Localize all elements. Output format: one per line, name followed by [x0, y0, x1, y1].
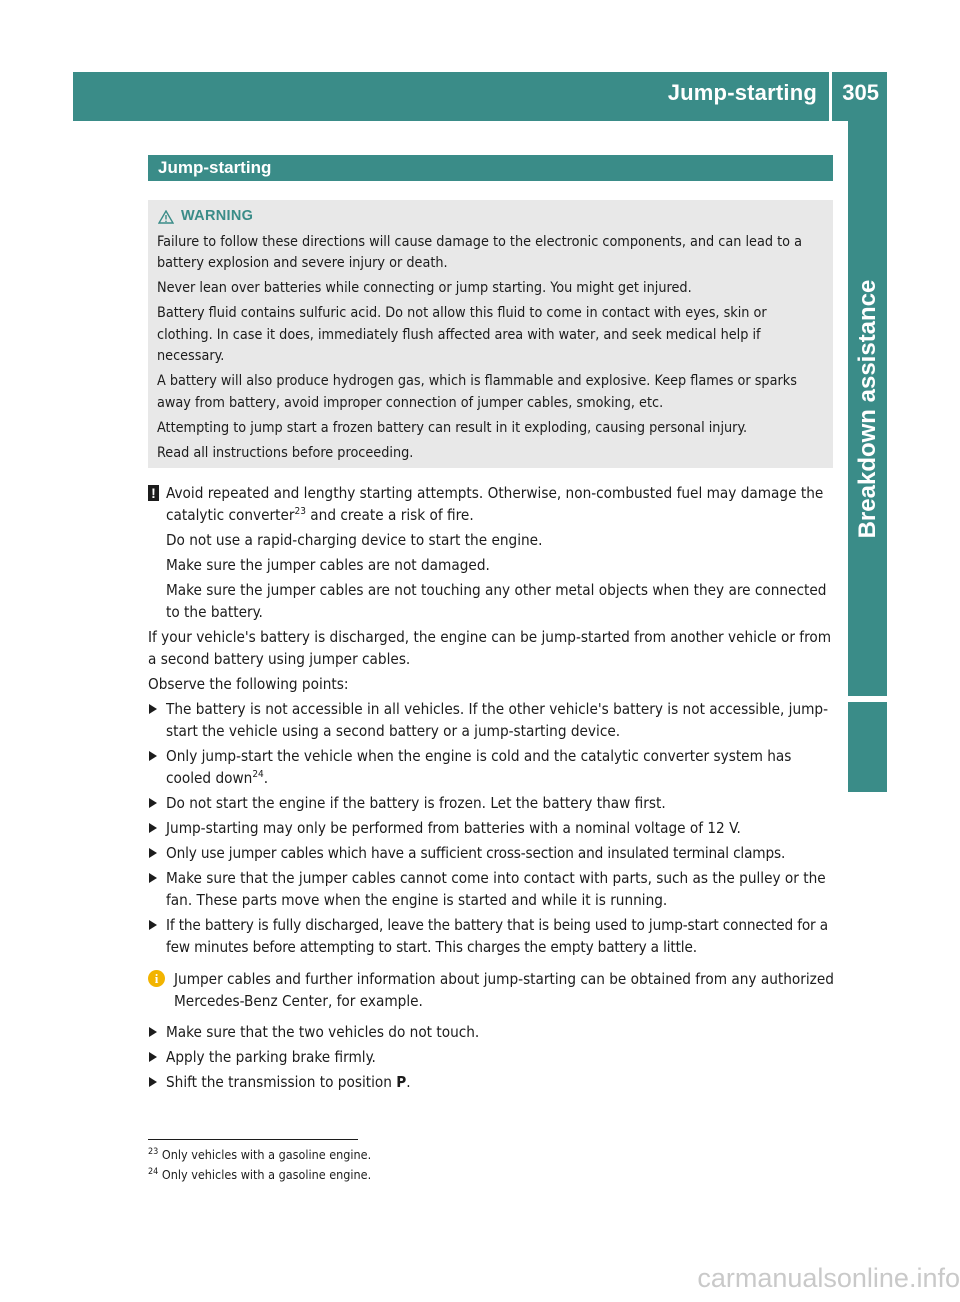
point-item	[148, 867, 836, 911]
warning-triangle-icon	[158, 210, 174, 224]
step-text: Make sure that the two vehicles do not touch.	[166, 1023, 480, 1041]
point-text-end: .	[263, 769, 269, 787]
position-letter: P	[396, 1073, 407, 1091]
point-text: Do not start the engine if the battery is frozen. Let the battery thaw first.	[166, 794, 666, 812]
arrow-bullet-icon	[149, 1077, 157, 1087]
header-title: Jump-starting	[667, 80, 817, 105]
footnote-text: Only vehicles with a gasoline engine.	[158, 1167, 372, 1182]
arrow-bullet-icon	[149, 704, 157, 714]
header-separator	[829, 72, 832, 121]
point-text: If the battery is fully discharged, leave the battery that is being used to jump-start connected for a few minutes before attempting to start. This charges the empty battery a little.	[166, 916, 828, 956]
warning-paragraph: Failure to follow these directions will cause damage to the electronic components, and can lead to a battery explosion and severe injury or death.	[157, 233, 802, 271]
step-text: Shift the transmission to position	[166, 1073, 397, 1091]
footnote-number: 23	[148, 1146, 159, 1157]
arrow-bullet-icon	[149, 1027, 157, 1037]
info-icon: i	[148, 970, 165, 987]
point-text: Jump-starting may only be performed from batteries with a nominal voltage of 12 V.	[166, 819, 741, 837]
info-note	[148, 968, 836, 1012]
side-tab-label: Breakdown assistance	[853, 279, 881, 538]
caution-text-part: and create a risk of fire.	[305, 506, 474, 524]
footnote-ref: 23	[294, 505, 306, 517]
point-item	[148, 792, 836, 814]
footnotes	[148, 1145, 371, 1185]
footnote-text: Only vehicles with a gasoline engine.	[158, 1147, 372, 1162]
arrow-bullet-icon	[149, 920, 157, 930]
warning-paragraph: Attempting to jump start a frozen battery can result in it exploding, causing personal injury.	[157, 419, 748, 436]
arrow-bullet-icon	[149, 1052, 157, 1062]
point-text: Only use jumper cables which have a sufficient cross-section and insulated terminal clamps.	[166, 844, 786, 862]
warning-box	[148, 200, 833, 468]
arrow-bullet-icon	[149, 751, 157, 761]
watermark: carmanualsonline.info	[697, 1263, 960, 1293]
side-tab-marker	[848, 702, 887, 792]
caution-line: Make sure the jumper cables are not damaged.	[166, 556, 490, 574]
point-item	[148, 914, 836, 958]
page-number: 305	[842, 80, 879, 105]
point-text: Only jump-start the vehicle when the engine is cold and the catalytic converter system has cooled down	[166, 747, 792, 787]
caution-text-part: Avoid repeated and lengthy starting attempts. Otherwise, non-combusted fuel may damage the catalytic converter	[166, 484, 824, 524]
warning-paragraph: Never lean over batteries while connecting or jump starting. You might get injured.	[157, 280, 692, 296]
point-item	[148, 817, 836, 839]
step-text-end: .	[406, 1073, 411, 1091]
footnote	[148, 1165, 371, 1185]
footnote-number: 24	[148, 1166, 159, 1177]
point-item	[148, 842, 836, 864]
point-item	[148, 698, 836, 742]
step-item	[148, 1021, 836, 1043]
footnote-divider	[148, 1139, 358, 1140]
warning-title: WARNING	[181, 208, 254, 224]
step-item	[148, 1071, 836, 1093]
point-item	[148, 745, 836, 789]
point-text: Make sure that the jumper cables cannot come into contact with parts, such as the pulley or the fan. These parts move when the engine is started and while it is running.	[166, 869, 826, 909]
footnote-ref: 24	[252, 768, 264, 780]
step-text: Apply the parking brake firmly.	[166, 1048, 376, 1066]
caution-note	[148, 482, 836, 623]
warning-paragraph: A battery will also produce hydrogen gas, which is flammable and explosive. Keep flames or sparks away from battery, avoid improper connection of jumper cables, smoking, etc.	[157, 373, 797, 411]
caution-line: Make sure the jumper cables are not touching any other metal objects when they are connected to the battery.	[166, 581, 827, 621]
caution-text	[166, 482, 836, 526]
arrow-bullet-icon	[149, 823, 157, 833]
side-tab	[848, 121, 887, 696]
section-title: Jump-starting	[148, 155, 833, 181]
footnote	[148, 1145, 371, 1165]
observe-label: Observe the following points:	[148, 675, 349, 693]
point-text: The battery is not accessible in all vehicles. If the other vehicle's battery is not accessible, jump-start the vehicle using a second battery or a jump-starting device.	[166, 700, 829, 740]
arrow-bullet-icon	[149, 798, 157, 808]
warning-header	[157, 206, 825, 228]
exclamation-icon: !	[148, 485, 159, 501]
arrow-bullet-icon	[149, 873, 157, 883]
warning-paragraph: Read all instructions before proceeding.	[157, 444, 414, 461]
arrow-bullet-icon	[149, 848, 157, 858]
step-item	[148, 1046, 836, 1068]
main-content	[148, 482, 836, 1096]
warning-paragraph: Battery fluid contains sulfuric acid. Do not allow this fluid to come in contact with eyes, skin or clothing. In case it does, immediately flush affected area with water, and seek medical help if necessary.	[157, 305, 767, 364]
info-text: Jumper cables and further information about jump-starting can be obtained from any authorized Mercedes-Benz Center, for example.	[174, 970, 834, 1010]
page-header-bar	[73, 72, 887, 121]
intro-paragraph: If your vehicle's battery is discharged, the engine can be jump-started from another vehicle or from a second battery using jumper cables.	[148, 628, 832, 668]
caution-line: Do not use a rapid-charging device to start the engine.	[166, 531, 543, 549]
